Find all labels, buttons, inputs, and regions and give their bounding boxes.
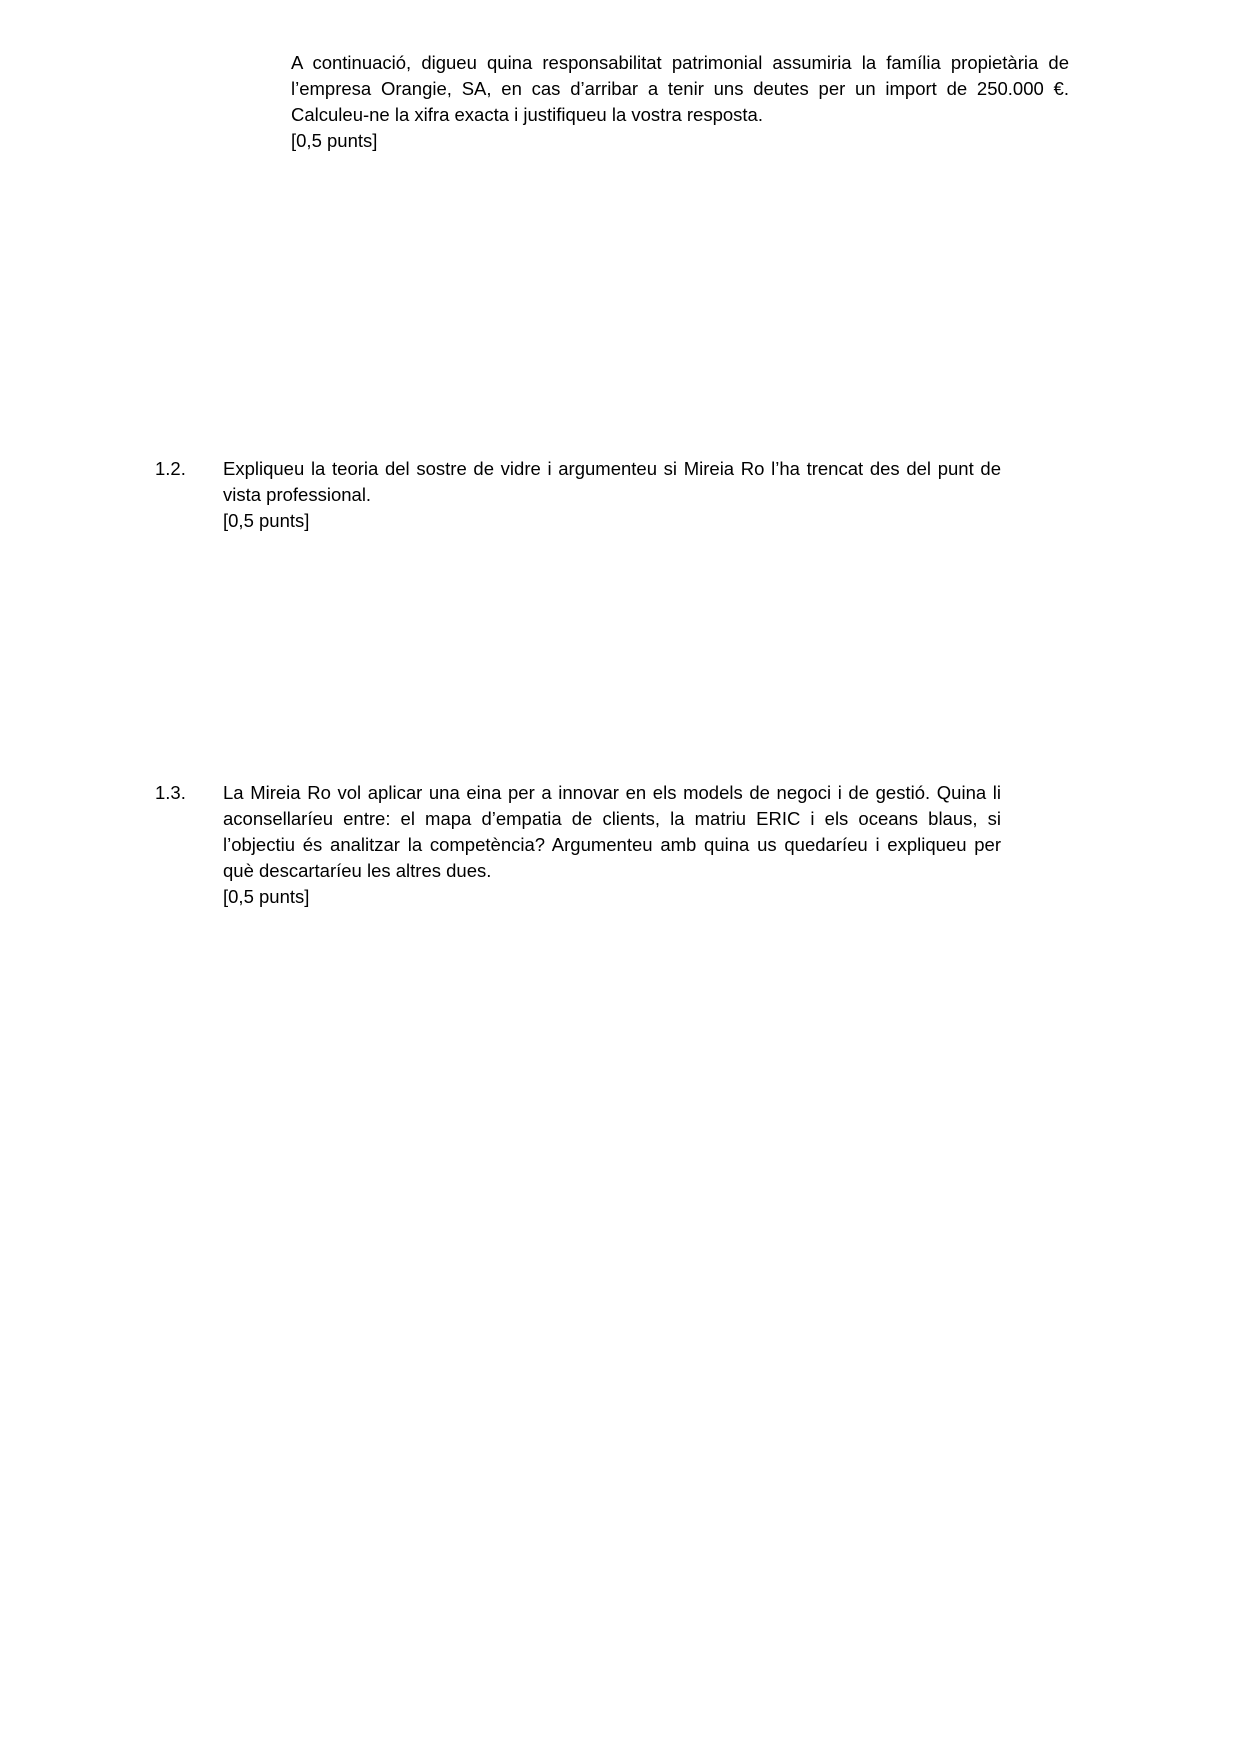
question-text-1-3: La Mireia Ro vol aplicar una eina per a innovar en els models de negoci i de gestió. Quina li aconsellaríeu entre: el mapa d’empatia de clients, la matriu ERIC i els oceans blaus, si l’objectiu és analitzar la competència? Argumenteu amb quina us quedaríeu i expliqueu per què descartaríeu les altres dues. bbox=[223, 782, 1001, 881]
question-block-1-3 bbox=[155, 780, 1001, 910]
question-body-intro bbox=[291, 50, 1069, 154]
question-block-intro bbox=[155, 50, 1069, 154]
question-points-1-2: [0,5 punts] bbox=[223, 510, 310, 531]
question-points-1-3: [0,5 punts] bbox=[223, 886, 310, 907]
question-text-intro: A continuació, digueu quina responsabilitat patrimonial assumiria la família propietària de l’empresa Orangie, SA, en cas d’arribar a tenir uns deutes per un import de 250.000 €. Calculeu-ne la xifra exacta i justifiqueu la vostra resposta. bbox=[291, 52, 1069, 125]
question-text-1-2: Expliqueu la teoria del sostre de vidre i argumenteu si Mireia Ro l’ha trencat des del punt de vista professional. bbox=[223, 458, 1001, 505]
question-body-1-2 bbox=[223, 456, 1001, 534]
question-block-1-2 bbox=[155, 456, 1001, 534]
question-body-1-3 bbox=[223, 780, 1001, 910]
question-number-1-2: 1.2. bbox=[155, 458, 186, 479]
question-number-1-3: 1.3. bbox=[155, 782, 186, 803]
question-points-intro: [0,5 punts] bbox=[291, 130, 378, 151]
